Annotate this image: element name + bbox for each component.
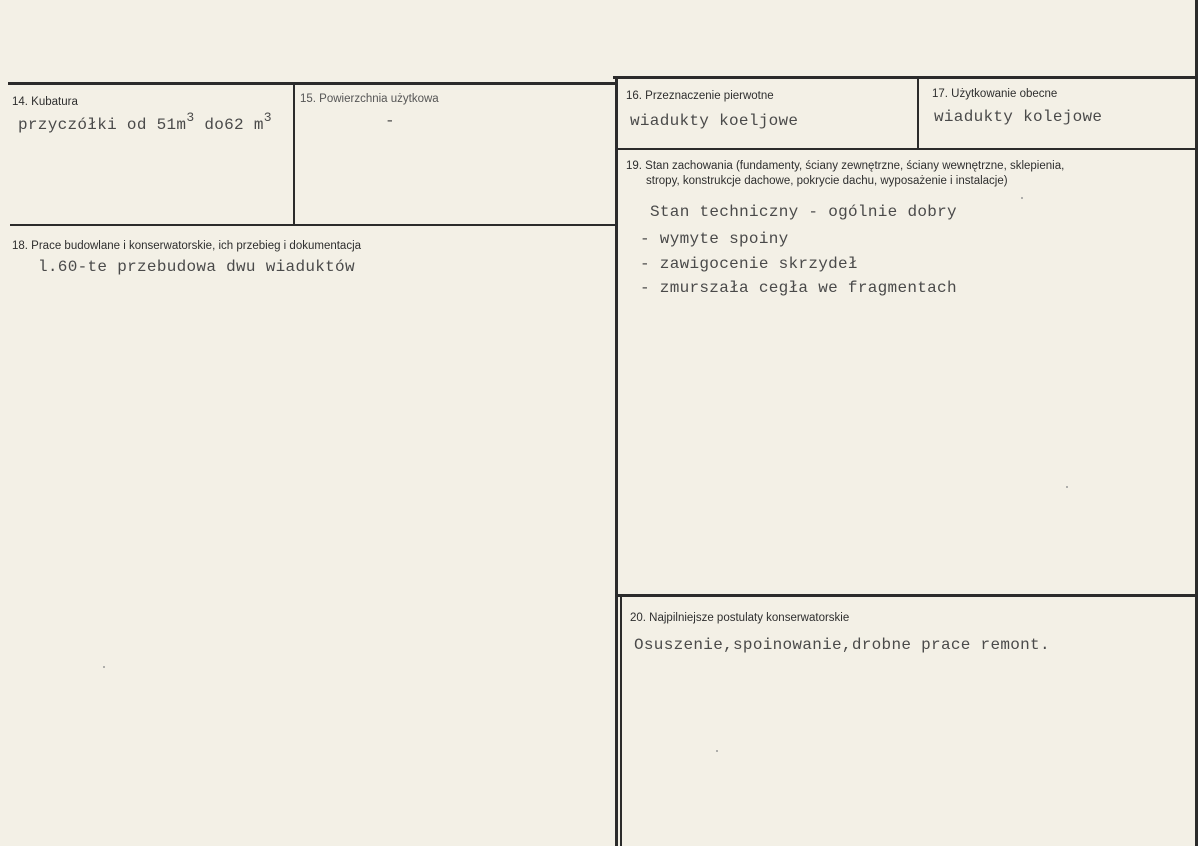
- top-rule-right: [613, 76, 1198, 79]
- horizontal-rule-right-top: [616, 148, 1198, 150]
- paper-speck: [716, 750, 718, 752]
- field-14-text-b: do62 m: [194, 116, 264, 134]
- field-19-line-2: - wymyte spoiny: [640, 230, 789, 248]
- field-14-sup-a: 3: [186, 110, 195, 125]
- field-17-value: wiadukty kolejowe: [934, 108, 1103, 126]
- field-19-line-4: - zmurszała cegła we fragmentach: [640, 279, 957, 297]
- field-16-value: wiadukty koeljowe: [630, 112, 799, 130]
- paper-speck: [1021, 197, 1023, 199]
- field-19-label-line-1: 19. Stan zachowania (fundamenty, ściany zewnętrzne, ściany wewnętrzne, sklepienia,: [626, 160, 1065, 172]
- field-19-line-1: Stan techniczny - ogólnie dobry: [650, 203, 957, 221]
- field-17-label: 17. Użytkowanie obecne: [932, 88, 1058, 100]
- field-18-label: 18. Prace budowlane i konserwatorskie, ich przebieg i dokumentacja: [12, 240, 362, 252]
- field-15-value: -: [385, 112, 395, 130]
- paper-speck: [103, 666, 105, 668]
- field-14-text-a: przyczółki od 51m: [18, 116, 187, 134]
- vertical-rule-center: [615, 78, 618, 846]
- field-19-line-3: - zawigocenie skrzydeł: [640, 255, 858, 273]
- field-16-label: 16. Przeznaczenie pierwotne: [626, 90, 774, 102]
- top-rule-left: [8, 82, 615, 85]
- field-14-label: 14. Kubatura: [12, 96, 78, 108]
- field-14-value: [18, 110, 272, 134]
- horizontal-rule-left: [10, 224, 616, 226]
- vertical-rule-14-15: [293, 84, 295, 226]
- vertical-rule-16-17: [917, 78, 919, 150]
- field-14-sup-b: 3: [263, 110, 272, 125]
- vertical-rule-right-inner: [620, 596, 622, 846]
- field-18-value: l.60-te przebudowa dwu wiaduktów: [38, 258, 355, 276]
- field-15-label: 15. Powierzchnia użytkowa: [300, 93, 439, 105]
- field-19-label-line-2: stropy, konstrukcje dachowe, pokrycie dachu, wyposażenie i instalacje): [646, 175, 1008, 187]
- paper-speck: [1066, 486, 1068, 488]
- field-20-value: Osuszenie,spoinowanie,drobne prace remont.: [634, 636, 1050, 654]
- horizontal-rule-right-mid: [616, 594, 1198, 597]
- field-20-label: 20. Najpilniejsze postulaty konserwatorskie: [630, 612, 850, 624]
